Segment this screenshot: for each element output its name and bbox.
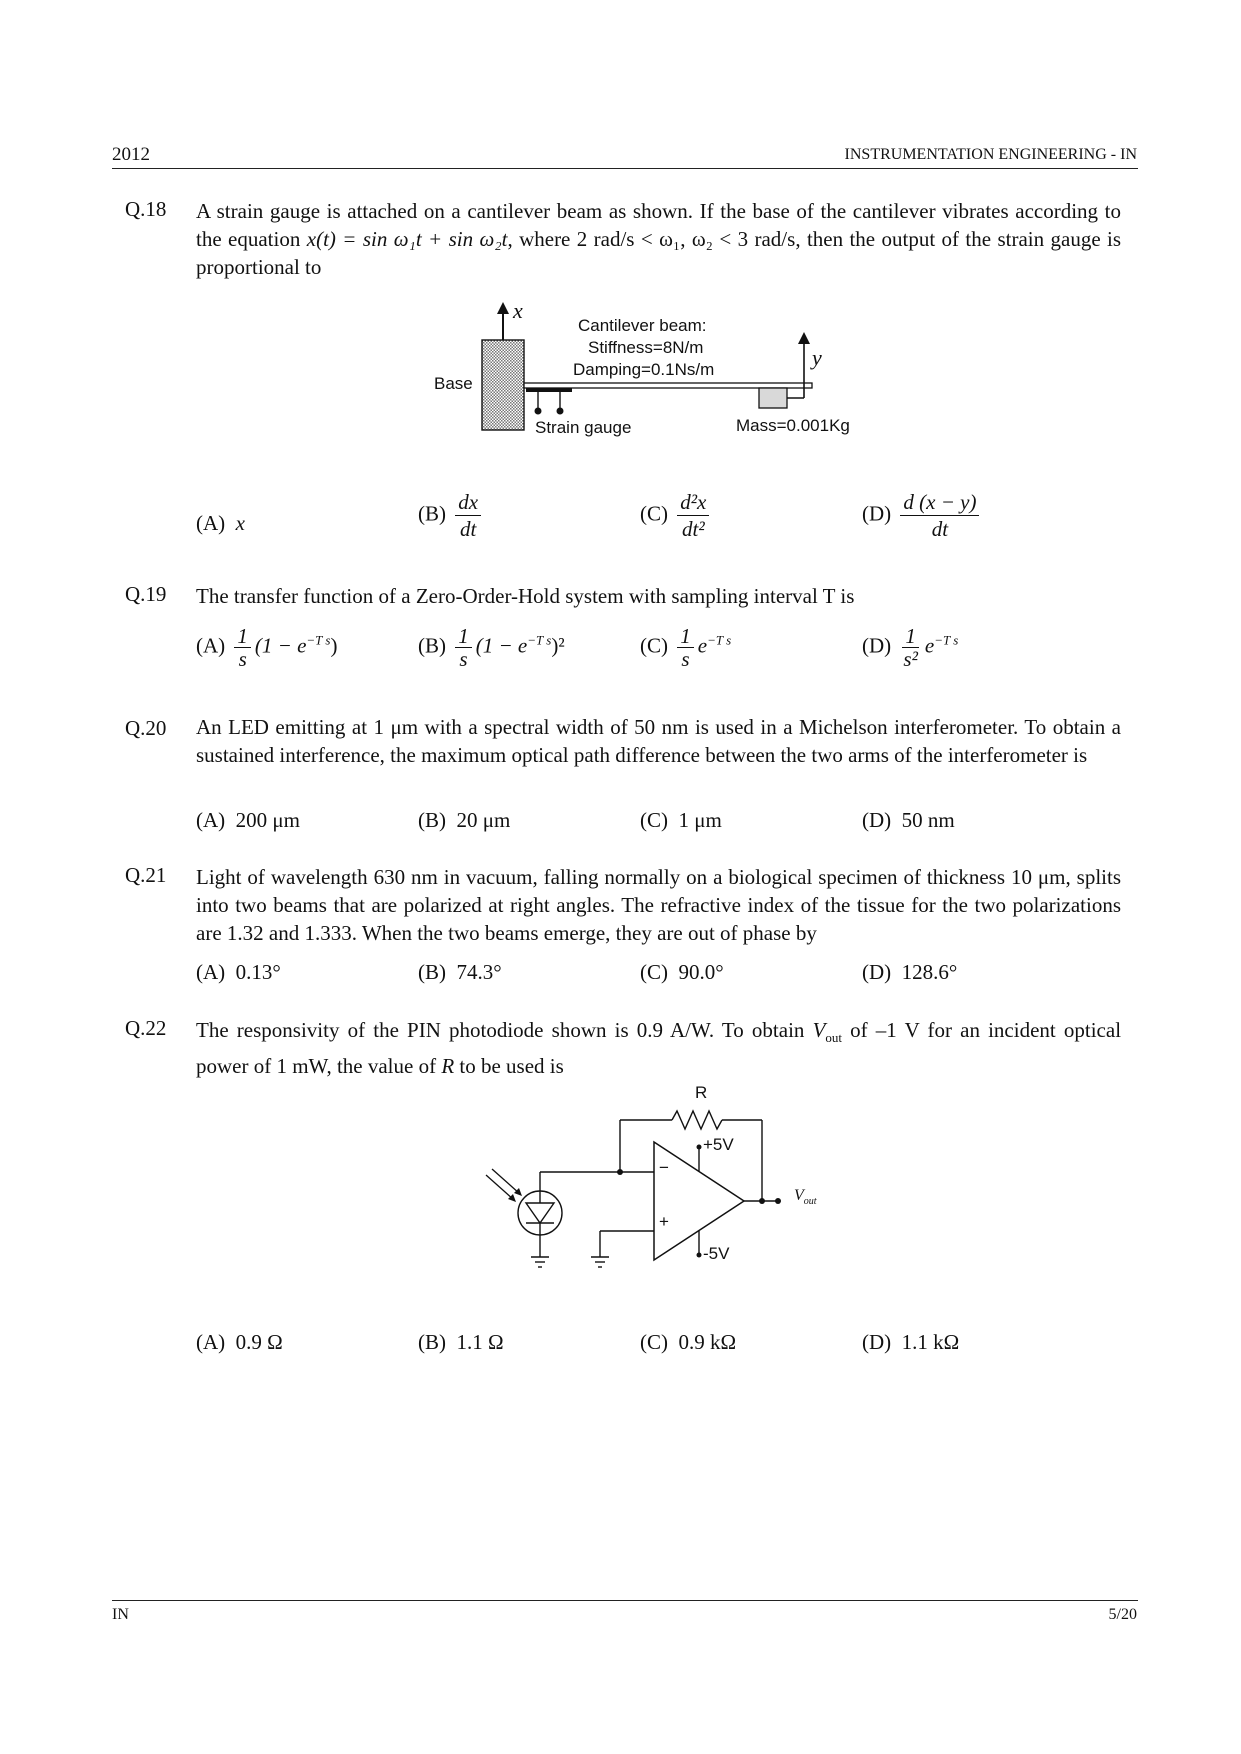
- q22-text-part1: The responsivity of the PIN photodiode shown is 0.9 A/W. To obtain: [196, 1018, 805, 1042]
- photodiode-circuit: [470, 1085, 850, 1285]
- circuit-minus-sign: −: [659, 1158, 669, 1177]
- q21-option-c[interactable]: [640, 960, 724, 985]
- feedback-resistor: [672, 1111, 722, 1129]
- option-label: (B): [418, 960, 446, 984]
- q22-option-c[interactable]: [640, 1330, 736, 1355]
- circuit-plus5v-label: +5V: [703, 1135, 734, 1154]
- q19-option-c[interactable]: [640, 626, 731, 669]
- tip-motion-arrowhead: [798, 332, 810, 344]
- fraction-numerator: d (x − y): [900, 490, 979, 516]
- supply-plus-node: [697, 1145, 702, 1150]
- option-expression: e: [697, 633, 708, 658]
- option-label: (B): [418, 808, 446, 832]
- question-19-number: Q.19: [125, 582, 167, 606]
- question-20-text: An LED emitting at 1 μm with a spectral width of 50 nm is used in a Michelson interferometer. To obtain a sustained interference, the maximum optical path difference between the two arms of the interferometer is: [196, 715, 1121, 767]
- option-label: (D): [862, 808, 892, 832]
- option-value: 1.1 kΩ: [901, 1330, 960, 1354]
- option-fraction: [677, 626, 694, 669]
- q18-option-c[interactable]: [640, 490, 713, 541]
- option-fraction: [677, 490, 709, 541]
- question-18-number: Q.18: [125, 197, 167, 221]
- option-exponent: −T s: [306, 632, 331, 648]
- vout-v: V: [794, 1187, 804, 1204]
- question-22-text: [196, 1016, 1121, 1080]
- vout-sub: out: [803, 1196, 817, 1208]
- question-22-number: Q.22: [125, 1016, 167, 1040]
- option-expression: (1 − e: [475, 633, 528, 658]
- q22-option-d[interactable]: [862, 1330, 959, 1355]
- fraction-denominator: dt: [459, 517, 477, 541]
- option-label: (B): [418, 501, 446, 526]
- option-value: 74.3°: [456, 960, 502, 984]
- fraction-denominator: s: [238, 647, 247, 671]
- option-value: 0.9 Ω: [235, 1330, 283, 1354]
- header-subject: INSTRUMENTATION ENGINEERING - IN: [844, 146, 1137, 163]
- fraction-denominator: dt: [931, 517, 949, 541]
- question-18-text: [196, 197, 1121, 281]
- option-value: 20 μm: [456, 808, 511, 832]
- question-21-number: Q.21: [125, 863, 167, 887]
- q18-condition: 2 rad/s < ω₁, ω₂ < 3 rad/s: [576, 227, 796, 251]
- gauge-terminal-2: [557, 408, 564, 415]
- q18-text-part3: , then the output of the strain gauge is proportional to: [196, 227, 1122, 279]
- junction-node: [617, 1169, 623, 1175]
- q22-r-symbol: R: [441, 1054, 455, 1079]
- gauge-terminal-1: [535, 408, 542, 415]
- cantilever-base: [482, 340, 524, 430]
- base-motion-arrowhead: [497, 302, 509, 314]
- option-label: (A): [196, 633, 226, 658]
- figure-damping: Damping=0.1Ns/m: [573, 360, 715, 379]
- figure-gauge-label: Strain gauge: [535, 418, 632, 437]
- option-fraction: [234, 626, 251, 669]
- output-junction: [759, 1198, 765, 1204]
- option-label: (B): [418, 1330, 446, 1354]
- question-20-number: Q.20: [125, 716, 167, 740]
- option-exponent: −T s: [934, 632, 959, 648]
- q22-text-part3: to be used is: [459, 1054, 564, 1079]
- option-label: (C): [640, 808, 668, 832]
- q18-option-d[interactable]: [862, 490, 983, 541]
- question-19-text: The transfer function of a Zero-Order-Hold system with sampling interval T is: [196, 584, 855, 608]
- q20-option-c[interactable]: [640, 808, 722, 833]
- q20-option-d[interactable]: [862, 808, 955, 833]
- fraction-numerator: 1: [677, 626, 694, 648]
- q18-option-a[interactable]: [196, 511, 245, 536]
- circuit-minus5v-label: -5V: [703, 1244, 730, 1263]
- option-label: (A): [196, 960, 226, 984]
- strain-gauge: [526, 388, 572, 392]
- footer-rule: [112, 1600, 1138, 1601]
- figure-y-label: y: [812, 345, 822, 370]
- circuit-r-label: R: [695, 1083, 708, 1102]
- option-exponent: −T s: [707, 632, 732, 648]
- option-label: (A): [196, 808, 226, 832]
- fraction-numerator: 1: [234, 626, 251, 648]
- option-tail: )²: [551, 633, 565, 658]
- header-rule: [112, 168, 1138, 169]
- option-exponent: −T s: [527, 632, 552, 648]
- fraction-denominator: s: [681, 647, 690, 671]
- question-21-text: Light of wavelength 630 nm in vacuum, falling normally on a biological specimen of thickness 10 μm, splits into two beams that are polarized at right angles. The refractive index of the tissue for the two polarizations are 1.32 and 1.333. When the two beams emerge, they are out of phase by: [196, 865, 1121, 945]
- option-fraction: [900, 490, 979, 541]
- fraction-denominator: dt²: [681, 517, 705, 541]
- option-label: (D): [862, 501, 892, 526]
- q20-option-a[interactable]: [196, 808, 300, 833]
- option-value: 1.1 Ω: [456, 1330, 504, 1354]
- q19-option-b[interactable]: [418, 626, 565, 669]
- figure-beam-title: Cantilever beam:: [578, 316, 707, 335]
- option-value: 50 nm: [901, 808, 955, 832]
- tip-mass: [759, 388, 787, 408]
- option-label: (A): [196, 1330, 226, 1354]
- q21-option-b[interactable]: [418, 960, 502, 985]
- q18-equation: x(t) = sin ω₁t + sin ω₂t: [306, 227, 508, 251]
- figure-mass-label: Mass=0.001Kg: [736, 416, 850, 435]
- q22-option-a[interactable]: [196, 1330, 283, 1355]
- fraction-numerator: 1: [455, 626, 472, 648]
- cantilever-beam: [524, 383, 812, 388]
- fraction-numerator: 1: [902, 626, 919, 648]
- option-expression: e: [924, 633, 935, 658]
- option-label: (D): [862, 960, 892, 984]
- q22-vout: V: [812, 1018, 826, 1042]
- option-label: (D): [862, 1330, 892, 1354]
- figure-x-label: x: [513, 298, 523, 323]
- fraction-numerator: dx: [455, 490, 481, 516]
- option-value: 128.6°: [901, 960, 958, 984]
- circuit-vout-label: [794, 1187, 817, 1207]
- q21-option-d[interactable]: [862, 960, 957, 985]
- option-value: 200 μm: [235, 808, 300, 832]
- option-label: (D): [862, 633, 892, 658]
- header-year: 2012: [112, 144, 150, 165]
- supply-minus-node: [697, 1253, 702, 1258]
- fraction-numerator: d²x: [677, 490, 709, 516]
- figure-stiffness: Stiffness=8N/m: [588, 338, 704, 357]
- light-ray-2: [492, 1169, 520, 1194]
- q22-option-b[interactable]: [418, 1330, 504, 1355]
- option-value: 0.13°: [235, 960, 281, 984]
- option-label: (C): [640, 1330, 668, 1354]
- q18-option-b[interactable]: [418, 490, 485, 541]
- q21-option-a[interactable]: [196, 960, 281, 985]
- option-fraction: [900, 626, 920, 669]
- option-value: x: [235, 511, 245, 535]
- light-ray-1: [486, 1175, 514, 1200]
- option-value: 90.0°: [678, 960, 724, 984]
- option-label: (A): [196, 511, 226, 535]
- footer-code: IN: [112, 1606, 129, 1623]
- q19-option-d[interactable]: [862, 626, 958, 669]
- fraction-denominator: s²: [903, 647, 918, 671]
- option-label: (B): [418, 633, 446, 658]
- option-tail: ): [330, 633, 338, 658]
- q20-option-b[interactable]: [418, 808, 510, 833]
- option-expression: (1 − e: [254, 633, 307, 658]
- q18-text-part1: A strain gauge is attached on a cantilever beam as shown. If the base of the cantilever vibrates according to the equation: [196, 199, 1121, 251]
- circuit-plus-sign: +: [659, 1212, 669, 1231]
- q19-option-a[interactable]: [196, 626, 337, 669]
- option-label: (C): [640, 633, 668, 658]
- option-label: (C): [640, 501, 668, 526]
- q22-text-part2: of –1 V for an incident optical power of 1 mW, the value of: [196, 1018, 1122, 1079]
- q22-vout-sub: out: [825, 1030, 843, 1046]
- option-fraction: [455, 490, 481, 541]
- fraction-denominator: s: [459, 647, 468, 671]
- q18-text-part2: , where: [507, 227, 571, 251]
- option-label: (C): [640, 960, 668, 984]
- option-value: 1 μm: [678, 808, 722, 832]
- footer-page-number: 5/20: [1108, 1606, 1137, 1623]
- option-fraction: [455, 626, 472, 669]
- output-terminal: [775, 1198, 781, 1204]
- option-value: 0.9 kΩ: [678, 1330, 737, 1354]
- figure-base-label: Base: [434, 374, 473, 393]
